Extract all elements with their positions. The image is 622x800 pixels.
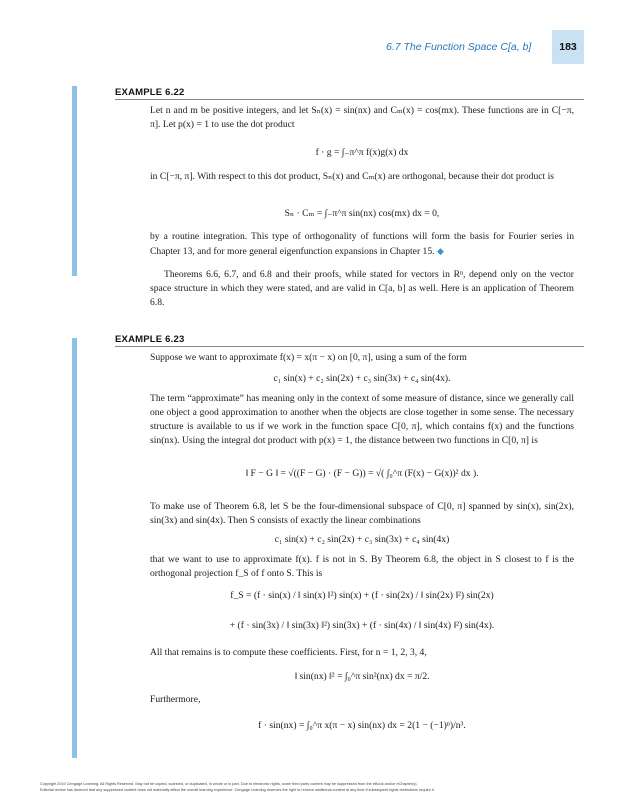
example-side-bar bbox=[72, 338, 77, 758]
equation-coefficient: f · sin(nx) = ∫₀^π x(π − x) sin(nx) dx = 2(1 − (−1)ⁿ)/n³. bbox=[258, 720, 466, 731]
example-paragraph: in C[−π, π]. With respect to this dot product, Sₙ(x) and Cₘ(x) are orthogonal, because their dot product is bbox=[150, 171, 554, 182]
equation-linear-combination: c₁ sin(x) + c₂ sin(2x) + c₃ sin(3x) + c₄ sin(4x) bbox=[274, 534, 450, 545]
page-number-box bbox=[552, 30, 584, 64]
example-heading-rule bbox=[115, 346, 584, 347]
example-paragraph: Furthermore, bbox=[150, 694, 201, 705]
equation-dot-product: f · g = ∫₋π^π f(x)g(x) dx bbox=[315, 147, 409, 158]
example-heading: EXAMPLE 6.22 bbox=[115, 87, 185, 98]
end-of-example-diamond-icon: ◆ bbox=[436, 246, 444, 256]
equation-projection-line-2: + (f · sin(3x) / ‖ sin(3x) ‖²) sin(3x) + (f · sin(4x) / ‖ sin(4x) ‖²) sin(4x). bbox=[229, 620, 495, 631]
equation-sine-sum: c₁ sin(x) + c₂ sin(2x) + c₃ sin(3x) + c₄ sin(4x). bbox=[273, 373, 451, 384]
example-paragraph: To make use of Theorem 6.8, let S be the four-dimensional subspace of C[0, π] spanned by sin(x), sin(2x), sin(3x) and sin(4x). Then S consists of exactly the linear combinations bbox=[150, 501, 574, 526]
example-paragraph-text: by a routine integration. This type of orthogonality of functions will form the basis for Fourier series in Chapter 13, and for more general eigenfunction expansions in Chapter 15. bbox=[150, 231, 574, 257]
equation-norm: ‖ sin(nx) ‖² = ∫₀^π sin²(nx) dx = π/2. bbox=[294, 671, 430, 682]
example-paragraph bbox=[150, 230, 574, 259]
example-paragraph: Let n and m be positive integers, and let Sₙ(x) = sin(nx) and Cₘ(x) = cos(mx). These functions are in C[−π, π]. Let p(x) = 1 to use the dot product bbox=[150, 105, 574, 130]
page-number: 183 bbox=[559, 41, 577, 53]
example-heading: EXAMPLE 6.23 bbox=[115, 334, 185, 345]
body-paragraph: Theorems 6.6, 6.7, and 6.8 and their proofs, while stated for vectors in Rⁿ, depend only on the vector space structure in which they were stated, and are valid in C[a, b] as well. Here is an application of Theorem 6.8. bbox=[150, 269, 574, 308]
equation-orthogonality: Sₙ · Cₘ = ∫₋π^π sin(nx) cos(mx) dx = 0, bbox=[284, 208, 440, 219]
example-side-bar bbox=[72, 86, 77, 276]
example-paragraph: that we want to use to approximate f(x). f is not in S. By Theorem 6.8, the object in S closest to f is the orthogonal projection f_S of f onto S. This is bbox=[150, 554, 574, 579]
equation-distance: ‖ F − G ‖ = √((F − G) · (F − G)) = √( ∫₀^π (F(x) − G(x))² dx ). bbox=[245, 468, 479, 479]
copyright-line: Copyright 2010 Cengage Learning. All Rights Reserved. May not be copied, scanned, or duplicated, in whole or in part. Due to electronic rights, some third party content may be suppressed from the eBook and/or eChapter(s). bbox=[40, 782, 418, 786]
equation-projection-line-1: f_S = (f · sin(x) / ‖ sin(x) ‖²) sin(x) + (f · sin(2x) / ‖ sin(2x) ‖²) sin(2x) bbox=[230, 590, 494, 601]
section-title: 6.7 The Function Space C[a, b] bbox=[386, 41, 532, 53]
example-heading-rule bbox=[115, 99, 584, 100]
copyright-line: Editorial review has deemed that any suppressed content does not materially affect the overall learning experience. Cengage Learning reserves the right to remove additional content at any time if subsequent rights restrictions require it. bbox=[40, 788, 435, 792]
example-paragraph: The term “approximate” has meaning only in the context of some measure of distance, since we generally call one object a good approximation to another when the objects are close together in some sense. The necessary structure is available to us if we work in the function space C[0, π], which contains f(x) and the functions sin(nx). Using the integral dot product with p(x) = 1, the distance between two functions in C[0, π] is bbox=[150, 393, 574, 446]
example-paragraph: Suppose we want to approximate f(x) = x(π − x) on [0, π], using a sum of the form bbox=[150, 352, 467, 363]
example-paragraph: All that remains is to compute these coefficients. First, for n = 1, 2, 3, 4, bbox=[150, 647, 427, 658]
